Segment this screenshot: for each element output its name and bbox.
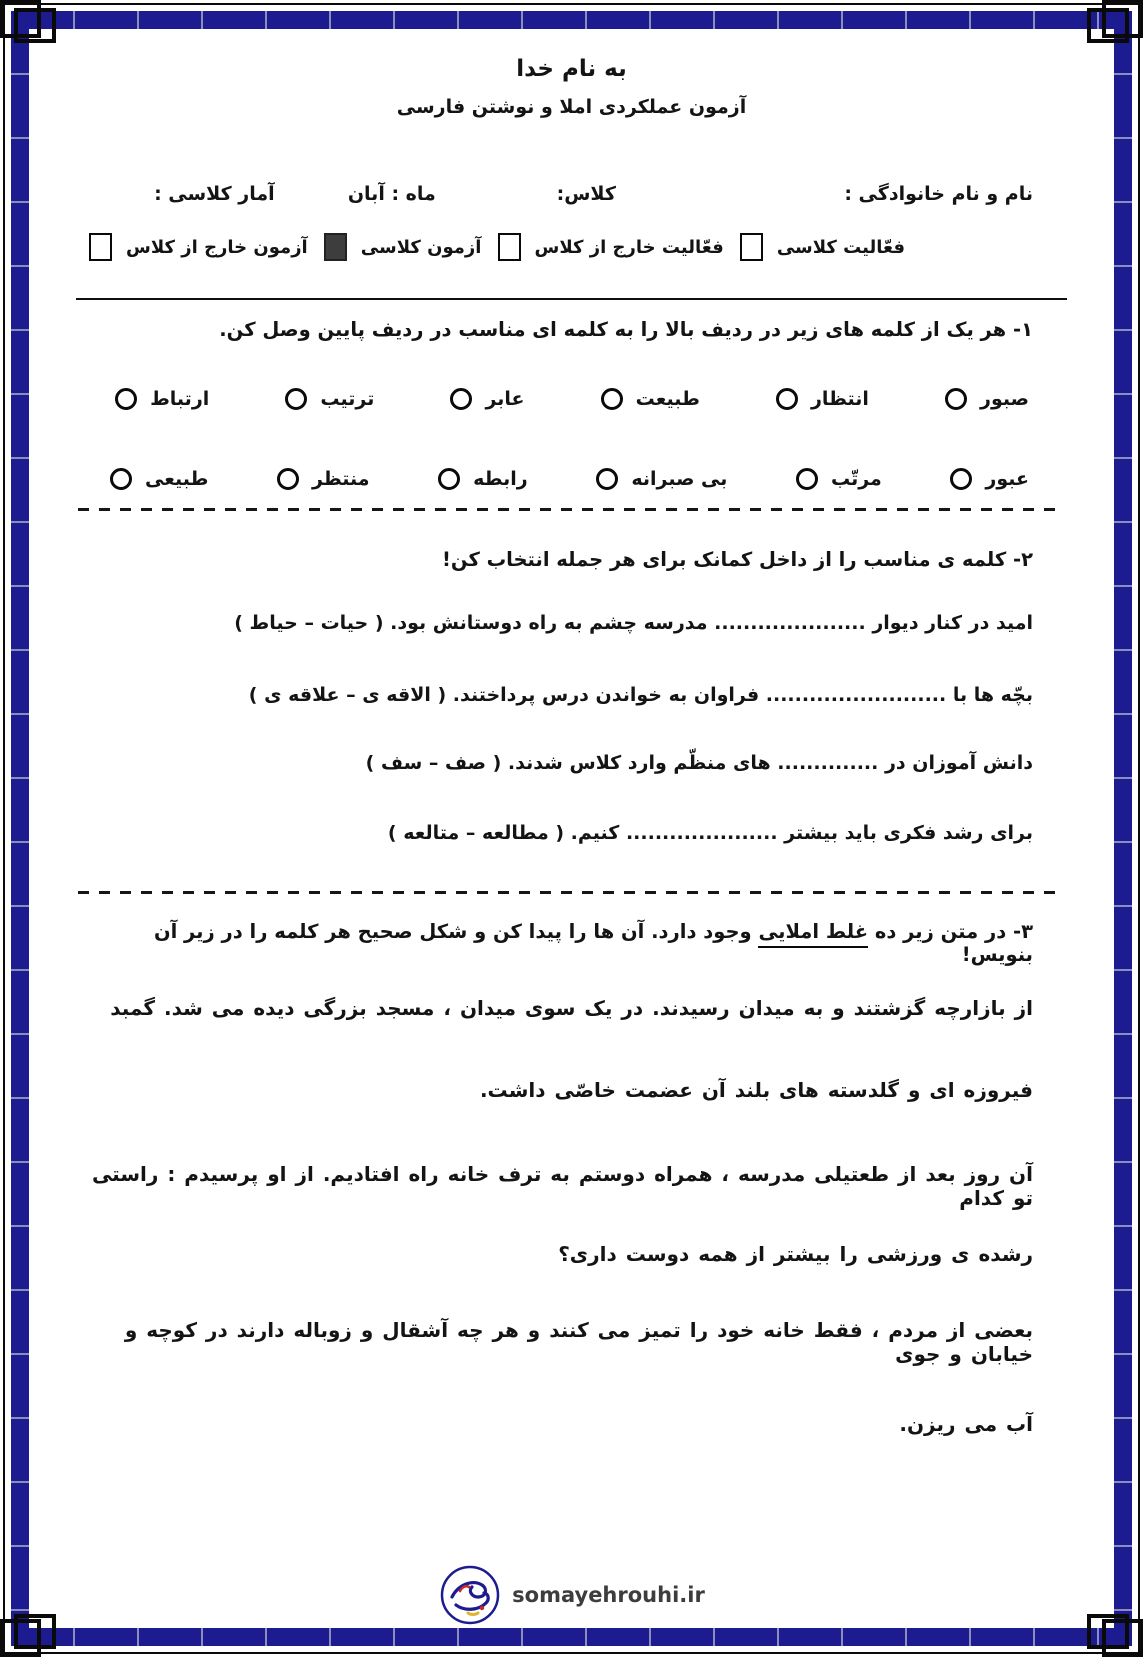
q3-passage-line-5: بعضی از مردم ، فقط خانه خود را تمیز می کنند و هر چه آشقال و زوباله دارند در کوچه و خیابان و جوی — [124, 1318, 1033, 1366]
match-word-top-5 — [115, 388, 209, 410]
assessment-type-row — [85, 233, 1033, 261]
q3-passage-line-3: آن روز بعد از طعتیلی مدرسه ، همراه دوستم به ترف خانه راه افتادیم. از او پرسیدم : راستی تو کدام — [91, 1162, 1033, 1210]
checkbox-label: آزمون خارج از کلاس — [126, 236, 308, 258]
checkbox-class-test[interactable] — [324, 233, 347, 261]
match-circle[interactable] — [285, 388, 307, 410]
match-circle[interactable] — [601, 388, 623, 410]
checkbox-outside-activity[interactable] — [498, 233, 521, 261]
footer — [0, 1563, 1143, 1627]
checkbox-label: آزمون کلاسی — [360, 236, 482, 258]
word-label: انتظار — [810, 388, 869, 410]
q3-passage-line-2: فیروزه ای و گلدسته های بلند آن عضمت خاصّی داشت. — [479, 1078, 1033, 1102]
match-word-bottom-0 — [950, 468, 1029, 490]
checkbox-item-outside-test[interactable] — [89, 233, 308, 261]
match-circle[interactable] — [450, 388, 472, 410]
q3-heading-post: وجود دارد. آن ها را پیدا کن و شکل صحیح هر کلمه را در زیر آن بنویس! — [153, 920, 1033, 966]
frame-band-right — [1114, 11, 1132, 1646]
match-word-bottom-4 — [277, 468, 370, 490]
match-word-bottom-3 — [438, 468, 528, 490]
question3-heading — [85, 920, 1033, 966]
question1-heading: ۱- هر یک از کلمه های زیر در ردیف بالا را به کلمه ای مناسب در ردیف پایین وصل کن. — [219, 318, 1033, 341]
q3-heading-underlined: غلط املایی — [758, 920, 868, 948]
checkbox-outside-test[interactable] — [89, 233, 112, 261]
match-circle[interactable] — [796, 468, 818, 490]
class-field-label: کلاس: — [556, 183, 616, 205]
name-field-label: نام و نام خانوادگی : — [844, 183, 1033, 205]
q3-passage-line-6: آب می ریزن. — [899, 1412, 1033, 1436]
checkbox-item-class-test[interactable] — [324, 233, 482, 261]
match-circle[interactable] — [596, 468, 618, 490]
checkbox-label: فعّالیت کلاسی — [776, 236, 905, 258]
match-top-row — [85, 388, 1033, 410]
match-circle[interactable] — [950, 468, 972, 490]
word-label: صبور — [980, 388, 1029, 410]
match-circle[interactable] — [945, 388, 967, 410]
site-url[interactable]: somayehrouhi.ir — [512, 1583, 705, 1607]
q3-passage-line-4: رشده ی ورزشی را بیشتر از همه دوست داری؟ — [558, 1242, 1033, 1266]
page-title: به نام خدا — [516, 56, 627, 82]
match-word-top-0 — [945, 388, 1029, 410]
word-label: منتظر — [311, 468, 370, 490]
match-circle[interactable] — [277, 468, 299, 490]
match-word-top-4 — [285, 388, 374, 410]
section-dashed-divider-2 — [78, 891, 1063, 894]
q2-sentence-2: بچّه ها با ......................... فراوان به خواندن درس پرداختند. ( الاقه ی – علاقه ی ) — [248, 684, 1033, 706]
q2-sentence-3: دانش آموزان در .............. های منظّم وارد کلاس شدند. ( صف – سف ) — [365, 752, 1033, 774]
match-circle[interactable] — [115, 388, 137, 410]
stats-field-label: آمار کلاسی : — [154, 183, 275, 205]
corner-ornament-top-right — [1087, 0, 1143, 50]
word-label: عبور — [985, 468, 1029, 490]
word-label: ترتیب — [320, 388, 375, 410]
word-label: ارتباط — [150, 388, 210, 410]
month-field-label: ماه : آبان — [347, 183, 436, 205]
word-label: طبیعی — [145, 468, 209, 490]
checkbox-label: فعّالیت خارج از کلاس — [534, 236, 724, 258]
match-word-bottom-1 — [796, 468, 882, 490]
frame-band-bottom — [11, 1628, 1132, 1646]
corner-ornament-top-left — [0, 0, 56, 50]
match-word-top-1 — [776, 388, 869, 410]
q2-sentence-1: امید در کنار دیوار ..................... مدرسه چشم به راه دوستانش بود. ( حیات – حیاط ) — [234, 612, 1033, 634]
match-word-bottom-5 — [110, 468, 208, 490]
q2-sentence-4: برای رشد فکری باید بیشتر ..................... کنیم. ( مطالعه – متالعه ) — [387, 822, 1033, 844]
q3-heading-pre: ۳- در متن زیر ده — [868, 920, 1033, 943]
word-label: عابر — [485, 388, 525, 410]
match-circle[interactable] — [110, 468, 132, 490]
checkbox-item-class-activity[interactable] — [740, 233, 905, 261]
match-circle[interactable] — [776, 388, 798, 410]
word-label: بی صبرانه — [631, 468, 728, 490]
site-logo-icon — [438, 1563, 502, 1627]
info-fields-row — [85, 183, 1033, 205]
word-label: طبیعت — [635, 388, 700, 410]
match-circle[interactable] — [438, 468, 460, 490]
match-word-top-2 — [601, 388, 700, 410]
word-label: مرتّب — [830, 468, 882, 490]
match-word-bottom-2 — [596, 468, 727, 490]
match-bottom-row — [85, 468, 1033, 490]
q3-passage-line-1: از بازارچه گزشتند و به میدان رسیدند. در یک سوی میدان ، مسجد بزرگی دیده می شد. گمبد — [110, 996, 1033, 1020]
question2-heading: ۲- کلمه ی مناسب را از داخل کمانک برای هر جمله انتخاب کن! — [442, 548, 1033, 571]
page-subtitle: آزمون عملکردی املا و نوشتن فارسی — [396, 96, 747, 118]
frame-band-left — [11, 11, 29, 1646]
header-divider-line — [76, 298, 1067, 300]
word-label: رابطه — [473, 468, 528, 490]
match-word-top-3 — [450, 388, 524, 410]
checkbox-class-activity[interactable] — [740, 233, 763, 261]
section-dashed-divider-1 — [78, 508, 1063, 511]
checkbox-item-outside-activity[interactable] — [498, 233, 724, 261]
frame-band-top — [11, 11, 1132, 29]
